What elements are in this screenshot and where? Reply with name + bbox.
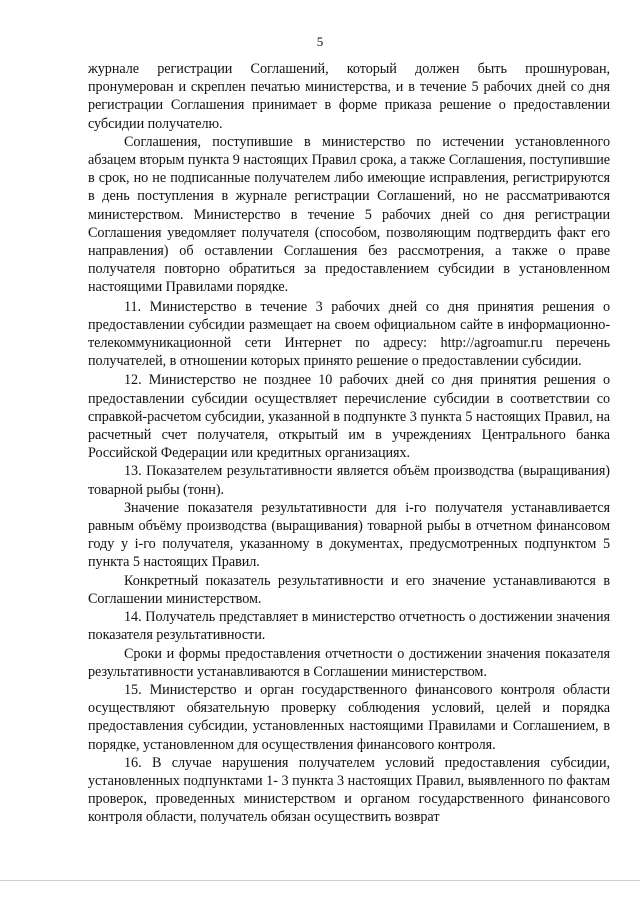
paragraph-reporting-terms: Сроки и формы предоставления отчетности о достижении значения показателя результативности устанавливаются в Соглашении министерством.	[88, 645, 610, 680]
paragraph-agreements-late: Соглашения, поступившие в министерство по истечении установленного абзацем вторым пункта 9 настоящих Правил срока, а также Соглашения, поступившие в срок, но не подписанные получателем либо имеющие исправления, регистрируются в день поступления в журнале регистрации Соглашений, но не рассматриваются министерством. Министерство в течение 5 рабочих дней со дня регистрации Соглашения уведомляет получателя (способом, позволяющим подтвердить факт его направления) об оставлении Соглашения без рассмотрения, а также о праве получателя повторно обратиться за предоставлением субсидии в установленном настоящими Правилами порядке.	[88, 133, 610, 296]
paragraph-12: 12. Министерство не позднее 10 рабочих дней со дня принятия решения о предоставлении субсидии осуществляет перечисление субсидии в соответствии со справкой-расчетом субсидии, указанной в подпункте 3 пункта 5 настоящих Правил, на расчетный счет получателя, открытый им в учреждениях Центрального банка Российской Федерации или кредитных организациях.	[88, 372, 610, 462]
paragraph-continuation: журнале регистрации Соглашений, который должен быть прошнурован, пронумерован и скреплен печатью министерства, и в течение 5 рабочих дней со дня регистрации Соглашения принимает в форме приказа решение о предоставлении субсидии получателю.	[88, 61, 610, 132]
document-body	[88, 60, 610, 827]
page-number: 5	[316, 34, 324, 49]
scan-edge-divider	[0, 880, 640, 881]
paragraph-indicator-value: Значение показателя результативности для i-го получателя устанавливается равным объёму производства (выращивания) товарной рыбы в отчетном финансовом году у i-го получателя, указанному в документах, предусмотренных подпунктом 5 пункта 5 настоящих Правил.	[88, 499, 610, 571]
paragraph-13: 13. Показателем результативности является объём производства (выращивания) товарной рыбы (тонн).	[88, 463, 610, 498]
paragraph-16: 16. В случае нарушения получателем условий предоставления субсидии, установленных подпунктами 1- 3 пункта 3 настоящих Правил, выявленного по фактам проверок, проведенных министерством и органом государственного финансового контроля области, получатель обязан осуществить возврат	[88, 754, 610, 826]
paragraph-11: 11. Министерство в течение 3 рабочих дней со дня принятия решения о предоставлении субсидии размещает на своем официальном сайте в информационно-телекоммуникационной сети Интернет по адресу: http://agroamur.ru перечень получателей, в отношении которых принято решение о предоставлении субсидии.	[88, 298, 610, 370]
paragraph-indicator-specific: Конкретный показатель результативности и его значение устанавливаются в Соглашении министерством.	[88, 572, 610, 607]
paragraph-15: 15. Министерство и орган государственного финансового контроля области осуществляют обязательную проверку соблюдения условий, целей и порядка предоставления субсидии, установленных настоящими Правилами и Соглашением, в порядке, установленном для осуществления финансового контроля.	[88, 681, 610, 753]
paragraph-14: 14. Получатель представляет в министерство отчетность о достижении значения показателя результативности.	[88, 609, 610, 644]
